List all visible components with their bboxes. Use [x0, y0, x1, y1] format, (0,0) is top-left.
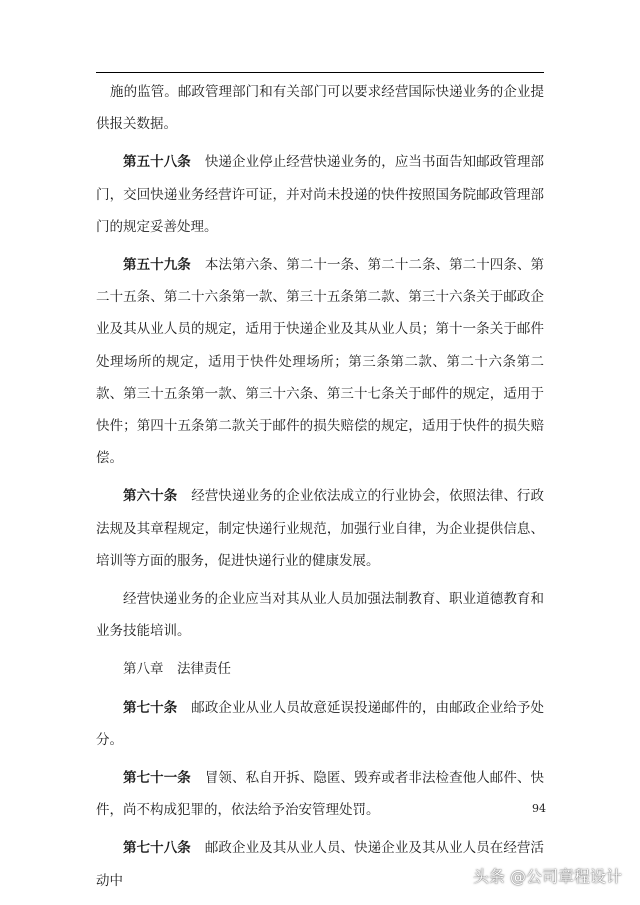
article-number: 第七十一条 — [123, 770, 191, 787]
article-number: 第五十八条 — [123, 154, 191, 171]
watermark: 头条 @公司章程设计 — [472, 867, 622, 886]
article-number: 第六十条 — [123, 488, 178, 505]
paragraph-text: 本法第六条、第二十一条、第二十二条、第二十四条、第二十五条、第二十六条第一款、第三十五条第二款、第三十六条关于邮政企业及其从业人员的规定，适用于快递企业及其从业人员；第十一条关于邮件处理场所的规定，适用于快件处理场所；第三条第二款、第二十六条第二款、第三十五条第一款、第三十六条、第三十七条关于邮件的规定，适用于快件；第四十五条第二款关于邮件的损失赔偿的规定，适用于快件的损失赔偿。 — [96, 257, 545, 467]
paragraph — [96, 583, 544, 647]
article-number: 第五十九条 — [123, 257, 191, 274]
paragraph — [96, 249, 544, 474]
paragraph — [96, 762, 544, 826]
paragraph-text: 经营快递业务的企业应当对其从业人员加强法制教育、职业道德教育和业务技能培训。 — [96, 591, 544, 640]
paragraph-text: 快递企业停止经营快递业务的，应当书面告知邮政管理部门，交回快递业务经营许可证，并对尚未投递的快件按照国务院邮政管理部门的规定妥善处理。 — [96, 154, 545, 235]
page-number: 94 — [532, 802, 546, 815]
article-number: 第七十条 — [123, 699, 178, 716]
paragraph-text: 施的监管。邮政管理部门和有关部门可以要求经营国际快递业务的企业提供报关数据。 — [96, 84, 544, 133]
paragraph — [96, 146, 544, 243]
paragraph — [96, 480, 544, 577]
paragraph-text: 冒领、私自开拆、隐匿、毁弃或者非法检查他人邮件、快件，尚不构成犯罪的，依法给予治安管理处罚。 — [96, 770, 545, 819]
paragraph-text: 经营快递业务的企业依法成立的行业协会，依照法律、行政法规及其章程规定，制定快递行业规范，加强行业自律，为企业提供信息、培训等方面的服务，促进快递行业的健康发展。 — [96, 488, 545, 569]
chapter-title: 第八章 法律责任 — [123, 661, 231, 678]
paragraph-text: 邮政企业从业人员故意延误投递邮件的，由邮政企业给予处分。 — [96, 699, 545, 748]
paragraph — [96, 76, 544, 140]
header-rule — [96, 72, 544, 73]
paragraph-text: 邮政企业及其从业人员、快递企业及其从业人员在经营活动中 — [96, 840, 545, 889]
paragraph — [96, 692, 544, 756]
chapter-heading — [96, 653, 544, 685]
document-body — [96, 76, 544, 897]
article-number: 第七十八条 — [123, 840, 191, 857]
